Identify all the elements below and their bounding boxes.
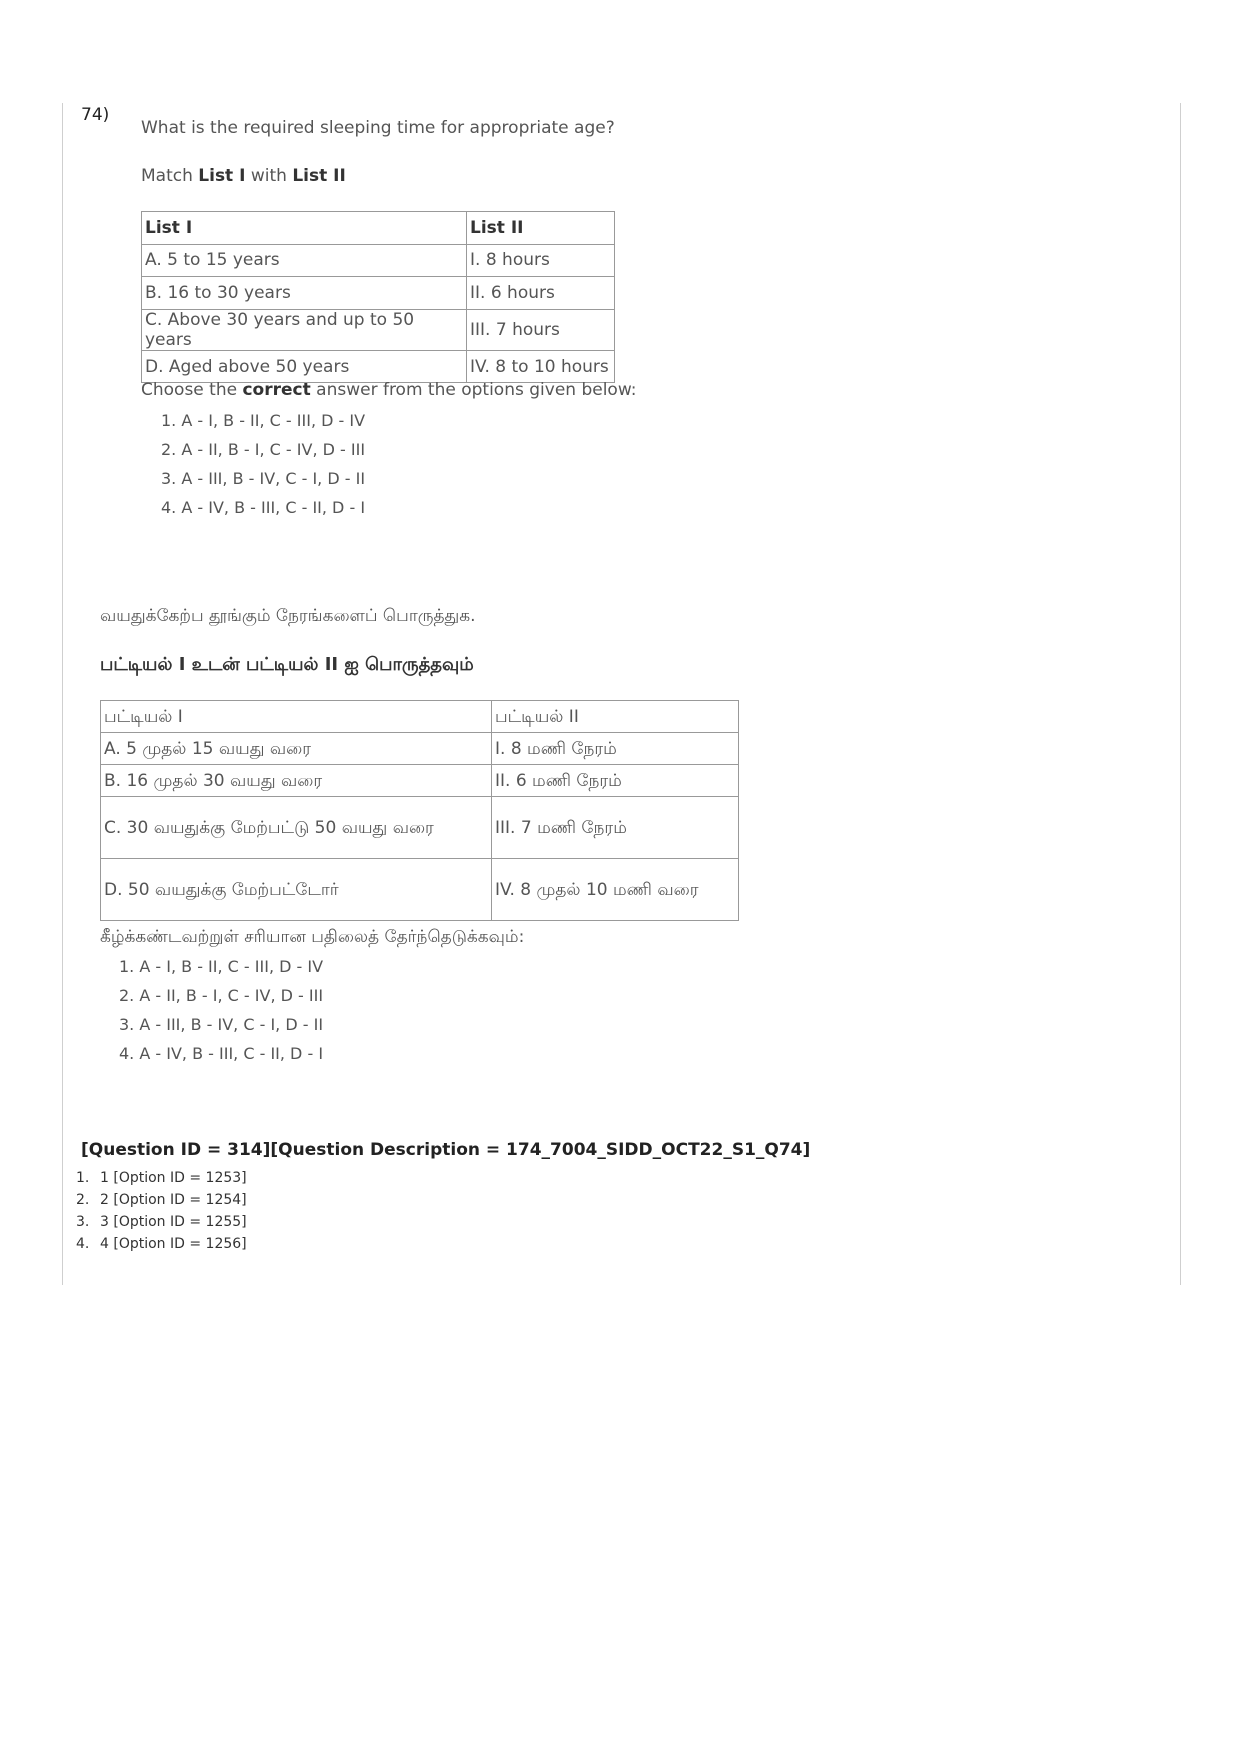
- match-instruction-english: [141, 166, 346, 186]
- options-list-tamil: [119, 952, 323, 1068]
- option-id-text: 2 [Option ID = 1254]: [100, 1192, 247, 1208]
- match-list2: List II: [292, 166, 346, 186]
- options-list-english: [161, 406, 365, 522]
- list-item: 4. A - IV, B - III, C - II, D - I: [161, 498, 366, 517]
- choose-suffix: answer from the options given below:: [316, 380, 637, 400]
- table-cell: I. 8 hours: [467, 244, 615, 277]
- match-list1: List I: [198, 166, 246, 186]
- choose-instruction-english: [141, 380, 637, 400]
- table-row: [142, 309, 615, 350]
- table-cell: III. 7 மணி நேரம்: [492, 797, 739, 859]
- left-border-line: [62, 103, 63, 1285]
- table-header-row: [101, 701, 739, 733]
- question-text-english: What is the required sleeping time for appropriate age?: [141, 118, 615, 138]
- list-item: [76, 1233, 247, 1255]
- table-cell: IV. 8 to 10 hours: [467, 350, 615, 383]
- table-cell: IV. 8 முதல் 10 மணி வரை: [492, 859, 739, 921]
- option-id-text: 4 [Option ID = 1256]: [100, 1236, 247, 1252]
- right-border-line: [1180, 103, 1181, 1285]
- match-instruction-tamil: பட்டியல் I உடன் பட்டியல் II ஐ பொருத்தவும்: [100, 654, 474, 675]
- table-header-cell: பட்டியல் I: [101, 701, 492, 733]
- table-cell: I. 8 மணி நேரம்: [492, 733, 739, 765]
- table-header-cell: பட்டியல் II: [492, 701, 739, 733]
- list-item: 4. A - IV, B - III, C - II, D - I: [119, 1044, 324, 1063]
- list-item: [76, 1189, 247, 1211]
- table-row: [101, 765, 739, 797]
- choose-prefix: Choose the: [141, 380, 238, 400]
- question-meta: [Question ID = 314][Question Description = 174_7004_SIDD_OCT22_S1_Q74]: [81, 1140, 811, 1160]
- list-item: 3. A - III, B - IV, C - I, D - II: [161, 469, 366, 488]
- table-cell: III. 7 hours: [467, 309, 615, 350]
- table-cell: A. 5 முதல் 15 வயது வரை: [101, 733, 492, 765]
- table-row: [101, 797, 739, 859]
- table-cell: C. Above 30 years and up to 50 years: [142, 309, 467, 350]
- table-header-cell: List I: [142, 212, 467, 245]
- table-cell: II. 6 hours: [467, 277, 615, 310]
- list-item: 1. A - I, B - II, C - III, D - IV: [161, 411, 366, 430]
- table-cell: D. 50 வயதுக்கு மேற்பட்டோர்: [101, 859, 492, 921]
- table-cell: B. 16 to 30 years: [142, 277, 467, 310]
- table-header-cell: List II: [467, 212, 615, 245]
- list-item: 3. A - III, B - IV, C - I, D - II: [119, 1015, 324, 1034]
- match-table-tamil: [100, 700, 739, 921]
- table-row: [142, 277, 615, 310]
- match-table-english: [141, 211, 615, 383]
- table-cell: C. 30 வயதுக்கு மேற்பட்டு 50 வயது வரை: [101, 797, 492, 859]
- match-prefix: Match: [141, 166, 193, 186]
- question-text-tamil: வயதுக்கேற்ப தூங்கும் நேரங்களைப் பொருத்துக.: [100, 606, 476, 626]
- list-item: [76, 1211, 247, 1233]
- option-id-number: 1.: [76, 1170, 90, 1186]
- match-with: with: [250, 166, 287, 186]
- table-row: [101, 733, 739, 765]
- table-row: [142, 244, 615, 277]
- table-header-row: [142, 212, 615, 245]
- table-cell: II. 6 மணி நேரம்: [492, 765, 739, 797]
- option-id-number: 3.: [76, 1214, 90, 1230]
- option-id-number: 2.: [76, 1192, 90, 1208]
- table-row: [142, 350, 615, 383]
- table-cell: A. 5 to 15 years: [142, 244, 467, 277]
- list-item: 2. A - II, B - I, C - IV, D - III: [119, 986, 324, 1005]
- option-ids-list: [76, 1167, 247, 1255]
- table-cell: B. 16 முதல் 30 வயது வரை: [101, 765, 492, 797]
- question-number: 74): [81, 105, 110, 125]
- choose-instruction-tamil: கீழ்க்கண்டவற்றுள் சரியான பதிலைத் தேர்ந்தெடுக்கவும்:: [100, 927, 525, 947]
- list-item: 1. A - I, B - II, C - III, D - IV: [119, 957, 324, 976]
- option-id-number: 4.: [76, 1236, 90, 1252]
- choose-bold: correct: [242, 380, 311, 400]
- table-row: [101, 859, 739, 921]
- option-id-text: 3 [Option ID = 1255]: [100, 1214, 247, 1230]
- table-cell: D. Aged above 50 years: [142, 350, 467, 383]
- option-id-text: 1 [Option ID = 1253]: [100, 1170, 247, 1186]
- list-item: [76, 1167, 247, 1189]
- list-item: 2. A - II, B - I, C - IV, D - III: [161, 440, 366, 459]
